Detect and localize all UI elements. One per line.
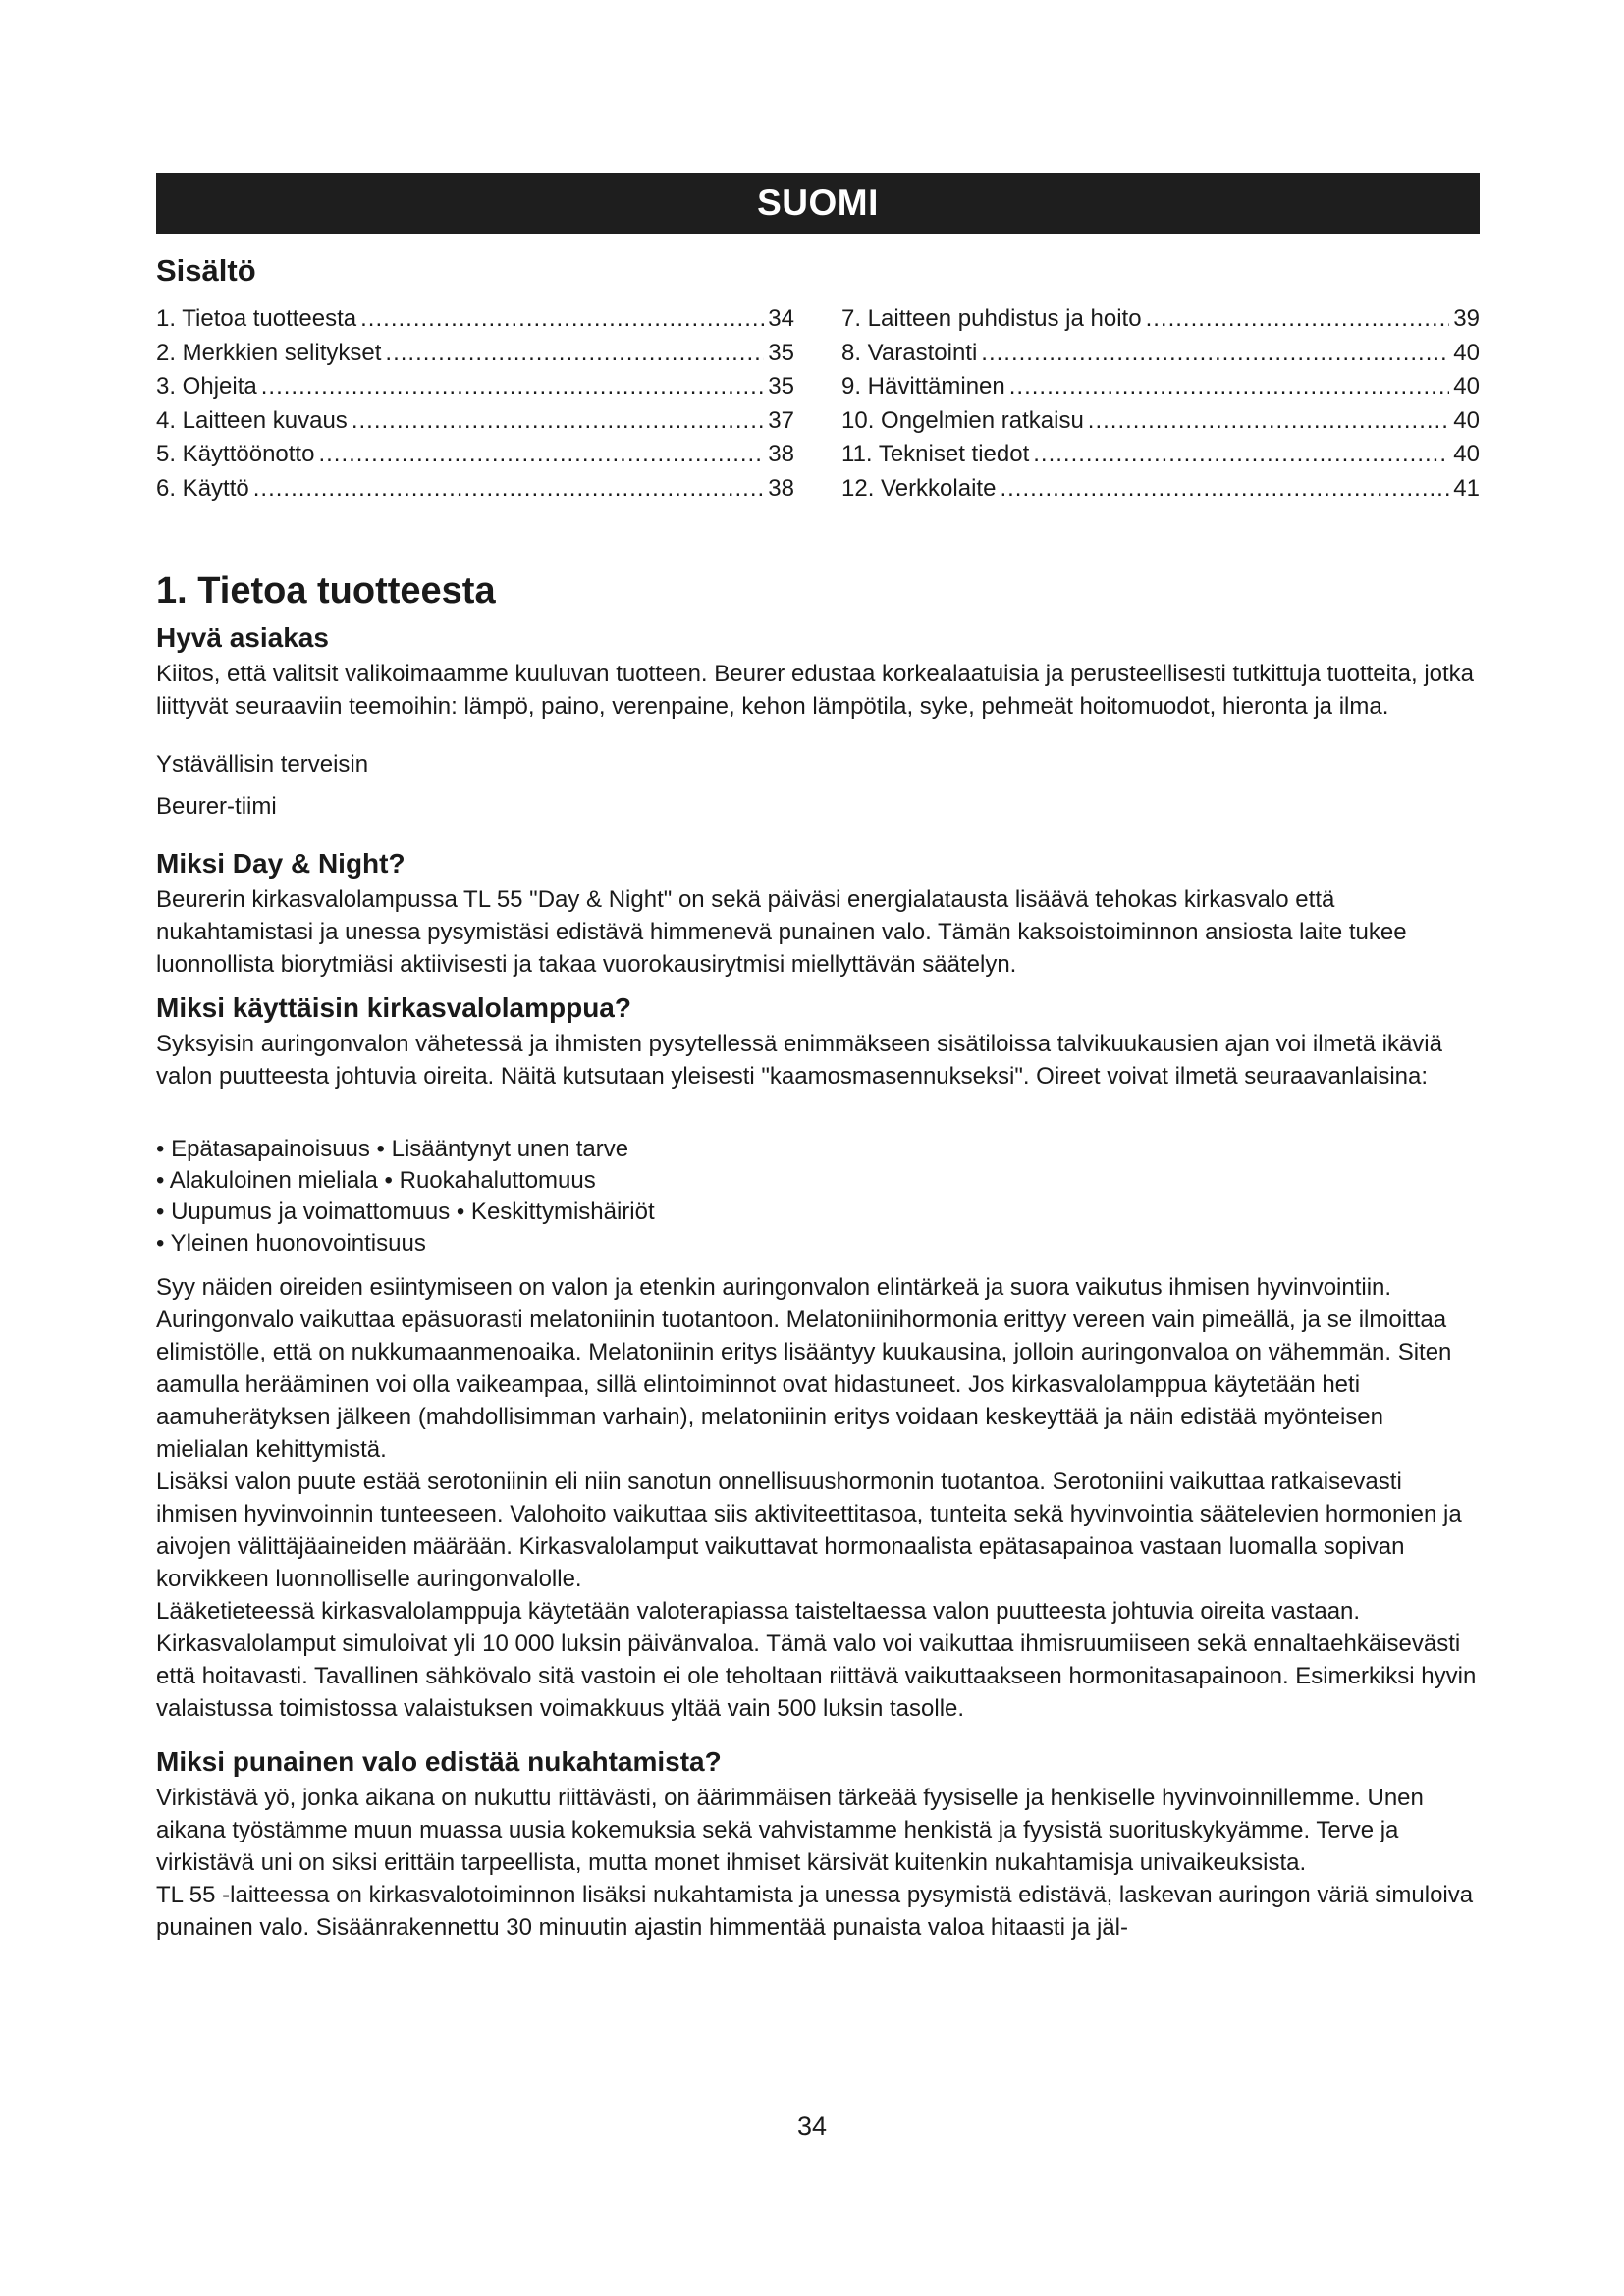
manual-page xyxy=(156,173,1480,1944)
toc-left-column xyxy=(156,302,794,506)
language-title: SUOMI xyxy=(757,183,879,223)
toc-entry[interactable]: 3. Ohjeita ..... 35 xyxy=(156,370,794,404)
body-paragraph: Syy näiden oireiden esiintymiseen on valon ja etenkin auringonvalon elintärkeä ja suora vaikutus ihmisen hyvinvointiin. Auringonvalo vaikuttaa epäsuorasti melatoniinin tuotantoon. Melatoniinihormonia erittyy vereen vain pimeällä, ja se ilmoittaa elimistölle, että on nukkumaanmenoaika. Melatoniinin eritys lisääntyy kuukausina, jolloin auringonvaloa on vähemmän. Siten aamulla herääminen voi olla vaikeampaa, sillä elintoiminnot ovat hidastuneet. Jos kirkasvalolamppua käytetään heti aamuherätyksen jälkeen (mahdollisimman varhain), melatoniinin eritys voidaan keskeyttää ja näin edistää myönteisen mielialan kehittymistä. xyxy=(156,1274,1452,1463)
toc-title: Sisältö xyxy=(156,253,256,288)
subheading-why-lamp: Miksi käyttäisin kirkasvalolamppua? xyxy=(156,992,631,1023)
toc-entry[interactable]: 2. Merkkien selitykset ..... 35 xyxy=(156,337,794,371)
body-paragraph: Lääketieteessä kirkasvalolamppuja käytetään valoterapiassa taisteltaessa valon puutteesta johtuvia oireita vastaan. Kirkasvalolamput simuloivat yli 10 000 luksin päivänvaloa. Tämä valo voi vaikuttaa ihmisruumiiseen sekä ennaltaehkäisevästi että hoitavasti. Tavallinen sähkövalo sitä vastoin ei ole teholtaan riittävä vaikuttaakseen hormonitasapainoon. Esimerkiksi hyvin valaistussa toimistossa valaistuksen voimakkuus yltää vain 500 luksin tasolle. xyxy=(156,1598,1477,1722)
toc-entry[interactable]: 9. Hävittäminen ..... 40 xyxy=(841,370,1480,404)
intro-paragraph: Kiitos, että valitsit valikoimaamme kuuluvan tuotteen. Beurer edustaa korkealaatuisia ja perusteellisesti tutkittuja tuotteita, jotka liittyvät seuraaviin teemoihin: lämpö, paino, verenpaine, kehon lämpötila, syke, pehmeät hoitomuodot, hieronta ja ilma. xyxy=(156,661,1475,720)
body-paragraph: Virkistävä yö, jonka aikana on nukuttu riittävästi, on äärimmäisen tärkeää fyysiselle ja henkiselle hyvinvoinnillemme. Unen aikana työstämme muun muassa uusia kokemuksia sekä vahvistamme henkistä ja fyysistä suorituskykyämme. Terve ja virkistävä uni on siksi erittäin tarpeellista, mutta monet ihmiset kärsivät kuitenkin nukahtamisja univaikeuksista. xyxy=(156,1785,1424,1876)
section-title: 1. Tietoa tuotteesta xyxy=(156,570,496,612)
symptom-list xyxy=(156,1134,1480,1259)
subheading-dear-customer: Hyvä asiakas xyxy=(156,622,329,653)
body-paragraph: Lisäksi valon puute estää serotoniinin eli niin sanotun onnellisuushormonin tuotantoa. Serotoniini vaikuttaa ratkaisevasti ihmisen hyvinvoinnin tunteeseen. Valohoito vaikuttaa siis aktiviteettitasoa, tunteita sekä hyvinvointia säätelevien hormonien ja aivojen välittäjäaineiden määrään. Kirkasvalolamput vaikuttavat hormonaalista epätasapainoa vastaan luomalla sopivan korvikkeen luonnolliselle auringonvalolle. xyxy=(156,1468,1462,1592)
list-item: • Yleinen huonovointisuus xyxy=(156,1230,426,1256)
subheading-day-night: Miksi Day & Night? xyxy=(156,848,406,879)
toc-entry[interactable]: 10. Ongelmien ratkaisu ..... 40 xyxy=(841,404,1480,439)
day-night-paragraph: Beurerin kirkasvalolampussa TL 55 "Day & Night" on sekä päiväsi energialatausta lisäävä tehokas kirkasvalo että nukahtamistasi ja unessa pysymistäsi edistävä himmenevä punainen valo. Tämän kaksoistoiminnon ansiosta laite tukee luonnollista biorytmiäsi aktiivisesti ja takaa vuorokausirytmisi miellyttävän säätelyn. xyxy=(156,886,1407,978)
body-paragraph: TL 55 -laitteessa on kirkasvalotoiminnon lisäksi nukahtamista ja unessa pysymistä edistävä, laskevan auringon väriä simuloiva punainen valo. Sisäänrakennettu 30 minuutin ajastin himmentää punaista valoa hitaasti ja jäl- xyxy=(156,1882,1474,1941)
toc-entry[interactable]: 1. Tietoa tuotteesta ..... 34 xyxy=(156,302,794,337)
toc-entry[interactable]: 12. Verkkolaite ..... 41 xyxy=(841,472,1480,507)
page-number: 34 xyxy=(796,2111,828,2141)
toc-entry[interactable]: 8. Varastointi ..... 40 xyxy=(841,337,1480,371)
toc-entry[interactable]: 11. Tekniset tiedot ..... 40 xyxy=(841,438,1480,472)
signature: Beurer-tiimi xyxy=(156,793,277,820)
table-of-contents xyxy=(156,253,1480,506)
why-lamp-intro: Syksyisin auringonvalon vähetessä ja ihmisten pysytellessä enimmäkseen sisätiloissa talvikuukausien ajan voi ilmetä ikäviä valon puutteesta johtuvia oireita. Näitä kutsutaan yleisesti "kaamosmasennukseksi". Oireet voivat ilmetä seuraavanlaisina: xyxy=(156,1031,1442,1090)
toc-entry[interactable]: 6. Käyttö ..... 38 xyxy=(156,472,794,507)
language-header-bar xyxy=(156,173,1480,234)
greeting: Ystävällisin terveisin xyxy=(156,751,369,777)
toc-entry[interactable]: 7. Laitteen puhdistus ja hoito ..... 39 xyxy=(841,302,1480,337)
list-item: • Alakuloinen mieliala • Ruokahaluttomuus xyxy=(156,1167,596,1194)
subheading-red-light: Miksi punainen valo edistää nukahtamista? xyxy=(156,1746,722,1777)
list-item: • Uupumus ja voimattomuus • Keskittymishäiriöt xyxy=(156,1199,655,1225)
toc-entry[interactable]: 4. Laitteen kuvaus ..... 37 xyxy=(156,404,794,439)
toc-right-column xyxy=(841,302,1480,506)
toc-entry[interactable]: 5. Käyttöönotto ..... 38 xyxy=(156,438,794,472)
list-item: • Epätasapainoisuus • Lisääntynyt unen tarve xyxy=(156,1136,629,1162)
